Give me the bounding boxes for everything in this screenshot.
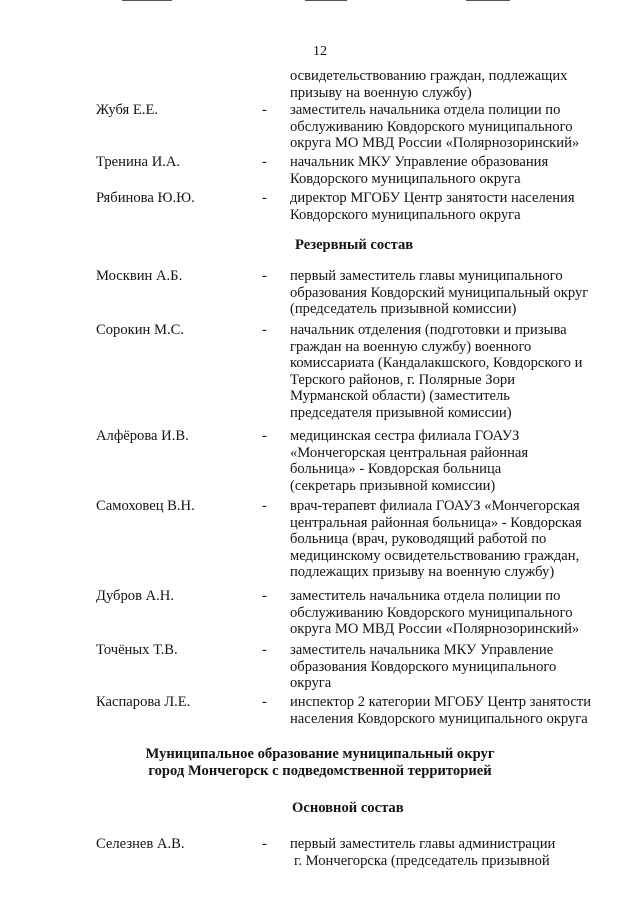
municipality-heading: Муниципальное образование муниципальный округ город Мончегорск с подведомственной территорией	[145, 746, 495, 779]
member-position: начальник отделения (подготовки и призыва граждан на военную службу) военного комиссариата (Кандалакшского, Ковдорского и Терского районов, г. Полярные Зори Мурманской области) (заместитель председателя призывной комиссии)	[290, 322, 583, 421]
dash: -	[262, 498, 267, 514]
continuation-text: освидетельствованию граждан, подлежащих призыву на военную службу)	[290, 68, 568, 101]
dash: -	[262, 154, 267, 170]
member-name: Дубров А.Н.	[96, 588, 174, 604]
member-position: инспектор 2 категории МГОБУ Центр занятости населения Ковдорского муниципального округа	[290, 694, 592, 727]
member-position: заместитель начальника отдела полиции по обслуживанию Ковдорского муниципального округа МО МВД России «Полярнозоринский»	[290, 102, 580, 151]
dash: -	[262, 588, 267, 604]
dash: -	[262, 190, 267, 206]
member-name: Алфёрова И.В.	[96, 428, 189, 444]
member-name: Каспарова Л.Е.	[96, 694, 191, 710]
member-name: Сорокин М.С.	[96, 322, 184, 338]
dash: -	[262, 102, 267, 118]
dash: -	[262, 322, 267, 338]
member-position: первый заместитель главы муниципального образования Ковдорский муниципальный округ (председатель призывной комиссии)	[290, 268, 589, 317]
dash: -	[262, 428, 267, 444]
member-name: Точёных Т.В.	[96, 642, 178, 658]
member-position: заместитель начальника МКУ Управление образования Ковдорского муниципального округа	[290, 642, 557, 691]
member-name: Москвин А.Б.	[96, 268, 183, 284]
member-name: Селезнев А.В.	[96, 836, 185, 852]
member-name: Рябинова Ю.Ю.	[96, 190, 195, 206]
member-position: заместитель начальника отдела полиции по обслуживанию Ковдорского муниципального округа МО МВД России «Полярнозоринский»	[290, 588, 580, 637]
member-position: медицинская сестра филиала ГОАУЗ «Мончегорская центральная районная больница» - Ковдорская больница (секретарь призывной комиссии)	[290, 428, 529, 494]
reserve-heading: Резервный состав	[295, 237, 414, 253]
dash: -	[262, 836, 267, 852]
page-number: 12	[313, 44, 327, 59]
member-name: Тренина И.А.	[96, 154, 181, 170]
header-rule-middle	[305, 0, 347, 1]
header-rule-right	[466, 0, 510, 1]
member-position: директор МГОБУ Центр занятости населения Ковдорского муниципального округа	[290, 190, 575, 223]
header-rule-left	[122, 0, 172, 1]
main-composition-heading: Основной состав	[292, 800, 404, 816]
dash: -	[262, 268, 267, 284]
dash: -	[262, 642, 267, 658]
dash: -	[262, 694, 267, 710]
member-position: врач-терапевт филиала ГОАУЗ «Мончегорская центральная районная больница» - Ковдорская больница (врач, руководящий работой по медицинскому освидетельствованию граждан, подлежащих призыву на военную службу)	[290, 498, 582, 580]
member-name: Жубя Е.Е.	[96, 102, 159, 118]
member-position: первый заместитель главы администрации г. Мончегорска (председатель призывной	[290, 836, 556, 869]
member-name: Самоховец В.Н.	[96, 498, 195, 514]
member-position: начальник МКУ Управление образования Ковдорского муниципального округа	[290, 154, 549, 187]
